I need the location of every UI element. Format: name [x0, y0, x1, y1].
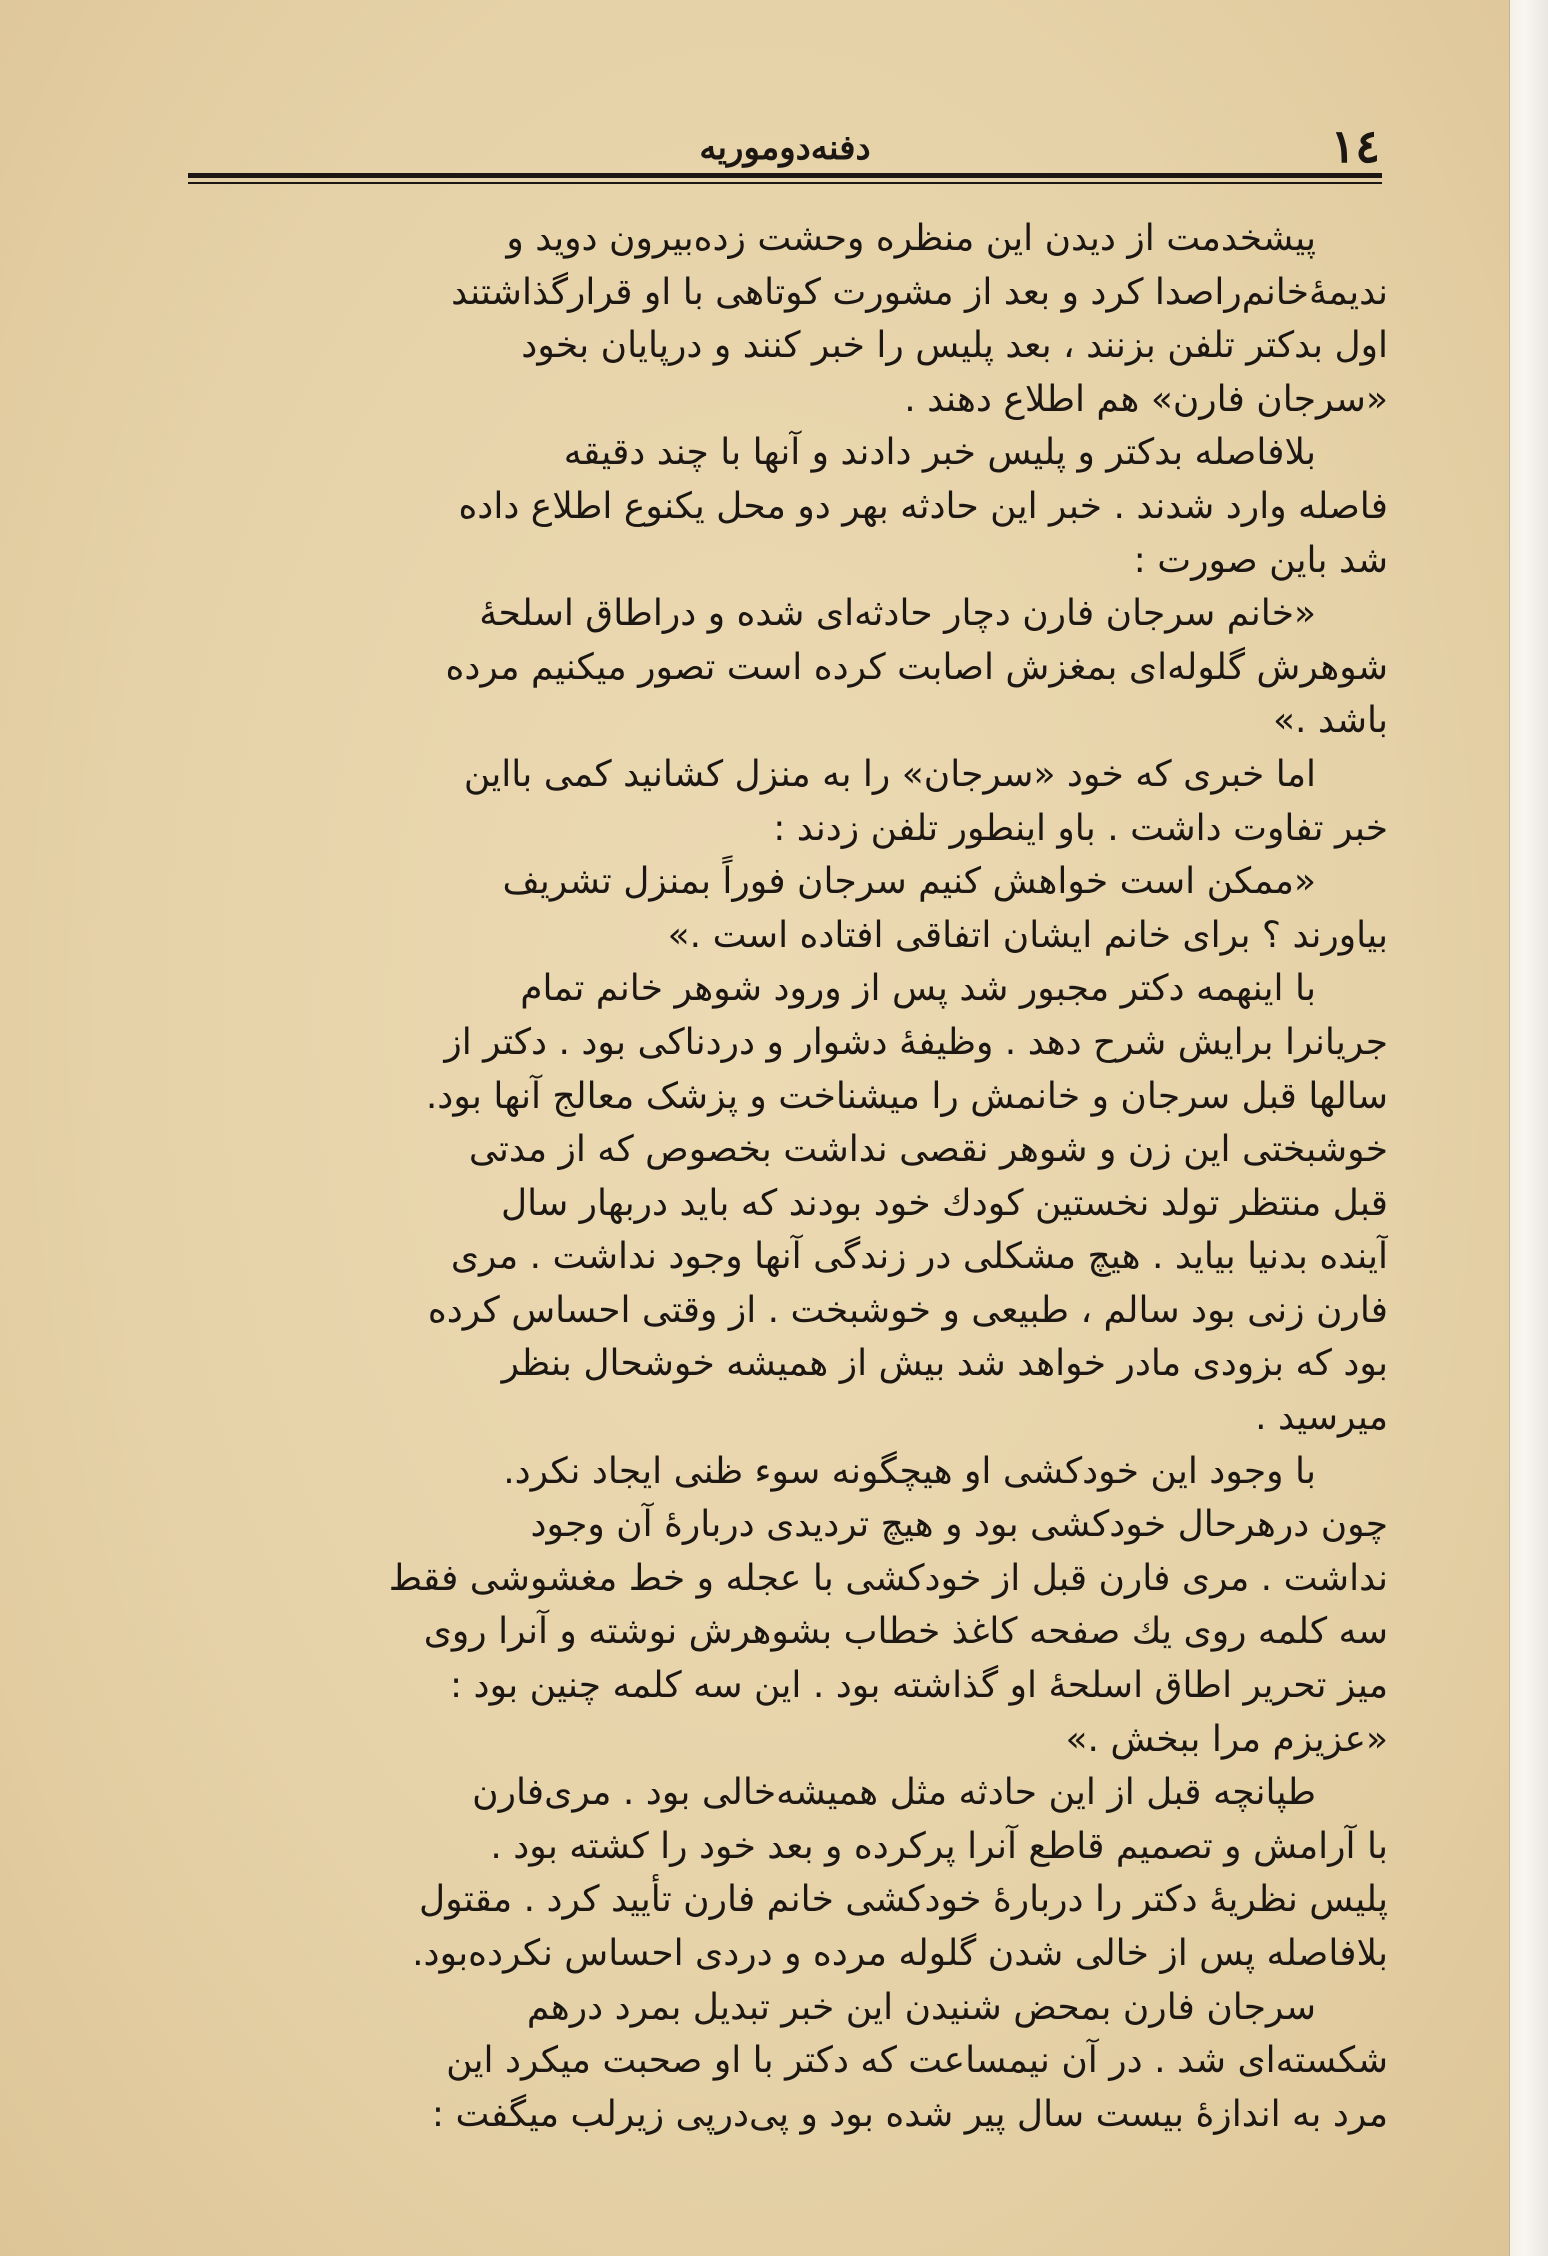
text-line: قبل منتظر تولد نخستین کودك خود بودند که باید دربهار سال: [500, 1182, 1388, 1224]
text-line: جریانرا برایش شرح دهد . وظیفهٔ دشوار و دردناکی بود . دکتر از: [444, 1021, 1388, 1063]
text-line: فاصله وارد شدند . خبر این حادثه بهر دو محل یکنوع اطلاع داده: [458, 485, 1388, 527]
text-line: اول بدکتر تلفن بزنند ، بعد پلیس را خبر کنند و درپایان بخود: [521, 325, 1388, 367]
text-line: سرجان فارن بمحض شنیدن این خبر تبدیل بمرد درهم: [526, 1986, 1316, 2028]
text-line: «سرجان فارن» هم اطلاع دهند .: [904, 378, 1388, 420]
text-line: «ممکن است خواهش کنیم سرجان فوراً بمنزل تشریف: [502, 861, 1316, 903]
text-line: میز تحریر اطاق اسلحهٔ او گذاشته بود . این سه کلمه چنین بود :: [449, 1665, 1388, 1707]
text-line: بود که بزودی مادر خواهد شد بیش از همیشه خوشحال بنظر: [501, 1343, 1388, 1385]
text-line: سه کلمه روی یك صفحه کاغذ خطاب بشوهرش نوشته و آنرا روی: [423, 1611, 1388, 1653]
running-title: دفنه‌دوموریه: [699, 128, 871, 168]
text-line: شد باین صورت :: [1133, 539, 1388, 581]
text-line: با آرامش و تصمیم قاطع آنرا پرکرده و بعد خود را کشته بود .: [490, 1825, 1388, 1867]
text-line: شکسته‌ای شد . در آن نیمساعت که دکتر با او صحبت میکرد این: [446, 2040, 1388, 2082]
page-number: ١٤: [1330, 119, 1380, 173]
text-line: سالها قبل سرجان و خانمش را میشناخت و پزشک معالج آنها بود.: [425, 1075, 1388, 1117]
text-line: بلافاصله پس از خالی شدن گلوله مرده و دردی احساس نکرده‌بود.: [412, 1933, 1388, 1974]
text-line: با اینهمه دکتر مجبور شد پس از ورود شوهر خانم تمام: [520, 968, 1316, 1010]
text-line: خبر تفاوت داشت . باو اینطور تلفن زدند :: [773, 807, 1388, 849]
text-line: بلافاصله بدکتر و پلیس خبر دادند و آنها با چند دقیقه: [563, 432, 1316, 474]
header-rule-thin: [188, 182, 1382, 184]
text-line: مرد به اندازهٔ بیست سال پیر شده بود و پی‌درپی زیرلب میگفت :: [431, 2093, 1388, 2135]
text-line: با وجود این خودکشی او هیچگونه سوء ظنی ایجاد نکرد.: [503, 1450, 1316, 1492]
text-line: پلیس نظریهٔ دکتر را دربارهٔ خودکشی خانم فارن تأیید کرد . مقتول: [419, 1879, 1388, 1921]
text-line: ندیمهٔ‌خانم‌راصدا کرد و بعد از مشورت کوتاهی با او قرارگذاشتند: [451, 271, 1388, 313]
text-line: باشد .»: [1273, 700, 1388, 742]
text-line: آینده بدنیا بیاید . هیچ مشکلی در زندگی آنها وجود نداشت . مری: [450, 1236, 1388, 1278]
text-line: بیاورند ؟ برای خانم ایشان اتفاقی افتاده است .»: [667, 914, 1388, 956]
text-line: شوهرش گلوله‌ای بمغزش اصابت کرده است تصور میکنیم مرده: [445, 646, 1388, 688]
text-line: میرسید .: [1255, 1397, 1388, 1439]
text-line: خوشبختی این زن و شوهر نقصی نداشت بخصوص که از مدتی: [468, 1129, 1388, 1171]
text-line: اما خبری که خود «سرجان» را به منزل کشانید کمی بااین: [463, 753, 1316, 795]
text-line: پیشخدمت از دیدن این منظره وحشت زده‌بیرون دوید و: [506, 218, 1316, 259]
page-header: [190, 118, 1380, 178]
body-text: [178, 212, 1388, 2141]
text-line: فارن زنی بود سالم ، طبیعی و خوشبخت . از وقتی احساس کرده: [427, 1289, 1388, 1331]
text-line: چون درهرحال خودکشی بود و هیچ تردیدی دربارهٔ آن وجود: [530, 1504, 1388, 1546]
text-line: «خانم سرجان فارن دچار حادثه‌ای شده و دراطاق اسلحهٔ: [479, 593, 1316, 635]
header-rule-thick: [188, 173, 1382, 178]
text-line: «عزیزم مرا ببخش .»: [1065, 1718, 1388, 1760]
scan-page-edge: [1509, 0, 1548, 2256]
text-line: طپانچه قبل از این حادثه مثل همیشه‌خالی بود . مری‌فارن: [472, 1772, 1316, 1814]
text-line: نداشت . مری فارن قبل از خودکشی با عجله و خط مغشوشی فقط: [388, 1557, 1388, 1599]
